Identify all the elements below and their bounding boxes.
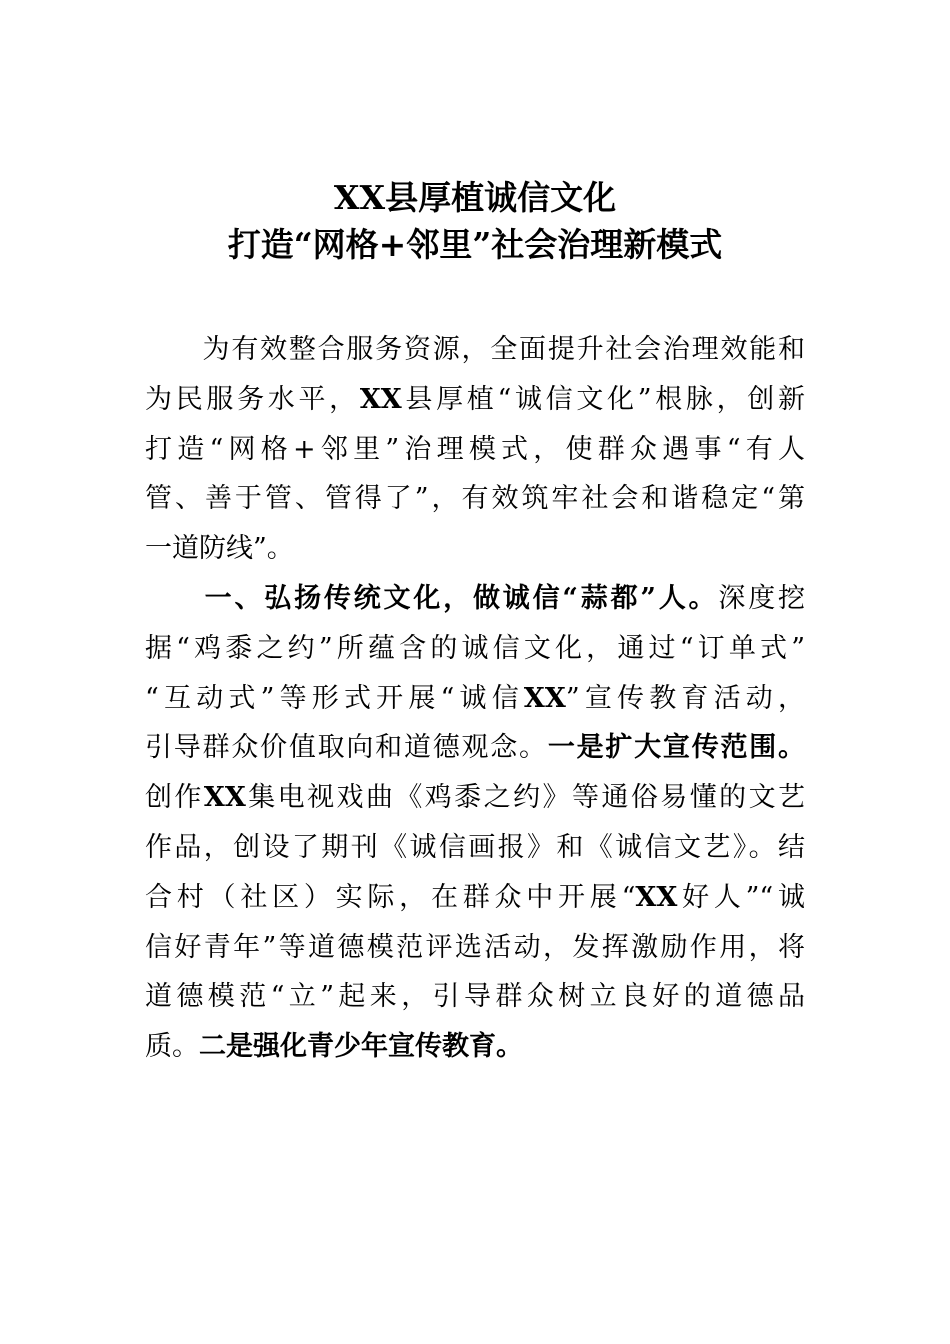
- body-text-line: [145, 474, 805, 524]
- bold-text-segment: XX: [635, 881, 678, 913]
- body-text-line: [145, 375, 805, 425]
- bold-text-segment: XX: [523, 682, 566, 714]
- text-segment: 县厚植“诚信文化”根脉，创新: [401, 383, 805, 415]
- body-text-line: [145, 425, 805, 475]
- document-title-line-1: XX县厚植诚信文化: [333, 178, 617, 217]
- body-text-line: [145, 723, 805, 773]
- body-text-line: [145, 972, 805, 1022]
- text-segment: ”宣传教育活动，: [565, 682, 805, 714]
- body-text-line: [145, 923, 805, 973]
- body-text-line: [145, 1022, 805, 1072]
- bold-text-segment: XX: [359, 383, 402, 415]
- text-segment: 好人”“诚: [677, 881, 805, 913]
- text-segment: 打造“网格+邻里”治理模式，使群众遇事“有人: [145, 433, 805, 465]
- text-segment: 一道防线”。: [145, 533, 294, 565]
- body-text-line: [145, 574, 805, 624]
- text-segment: 集电视戏曲《鸡黍之约》等通俗易懂的文艺: [245, 782, 806, 814]
- bold-text-segment: 一是扩大宣传范围。: [547, 732, 806, 764]
- text-segment: 质。: [145, 1031, 199, 1063]
- bold-text-segment: 二是强化青少年宣传教育。: [199, 1031, 523, 1063]
- text-segment: 据“鸡黍之约”所蕴含的诚信文化，通过“订单式”: [145, 632, 805, 664]
- text-segment: 为有效整合服务资源，全面提升社会治理效能和: [145, 334, 805, 365]
- body-text-line: [145, 674, 805, 724]
- body-text-line: [145, 873, 805, 923]
- text-segment: 为民服务水平，: [145, 383, 360, 415]
- text-segment: 深度挖: [718, 582, 806, 614]
- bold-text-segment: XX: [203, 782, 246, 814]
- body-text-line: [145, 524, 805, 574]
- text-segment: 管、善于管、管得了”，有效筑牢社会和谐稳定“第: [145, 483, 805, 515]
- body-text-line: [145, 325, 805, 375]
- document-title-line-2: 打造“网格+邻里”社会治理新模式: [227, 225, 723, 264]
- text-segment: 创作: [145, 782, 204, 814]
- text-segment: “互动式”等形式开展“诚信: [145, 682, 524, 714]
- document-body: [145, 325, 805, 1072]
- body-text-line: [145, 773, 805, 823]
- body-text-line: [145, 624, 805, 674]
- text-segment: [145, 583, 205, 614]
- bold-text-segment: 一、弘扬传统文化，做诚信“蒜都”人。: [204, 582, 719, 614]
- text-segment: 合村（社区）实际，在群众中开展“: [145, 881, 636, 913]
- text-segment: 道德模范“立”起来，引导群众树立良好的道德品: [145, 981, 805, 1013]
- text-segment: 作品，创设了期刊《诚信画报》和《诚信文艺》。结: [145, 831, 805, 863]
- text-segment: 信好青年”等道德模范评选活动，发挥激励作用，将: [145, 931, 805, 963]
- text-segment: 引导群众价值取向和道德观念。: [145, 732, 548, 764]
- body-text-line: [145, 823, 805, 873]
